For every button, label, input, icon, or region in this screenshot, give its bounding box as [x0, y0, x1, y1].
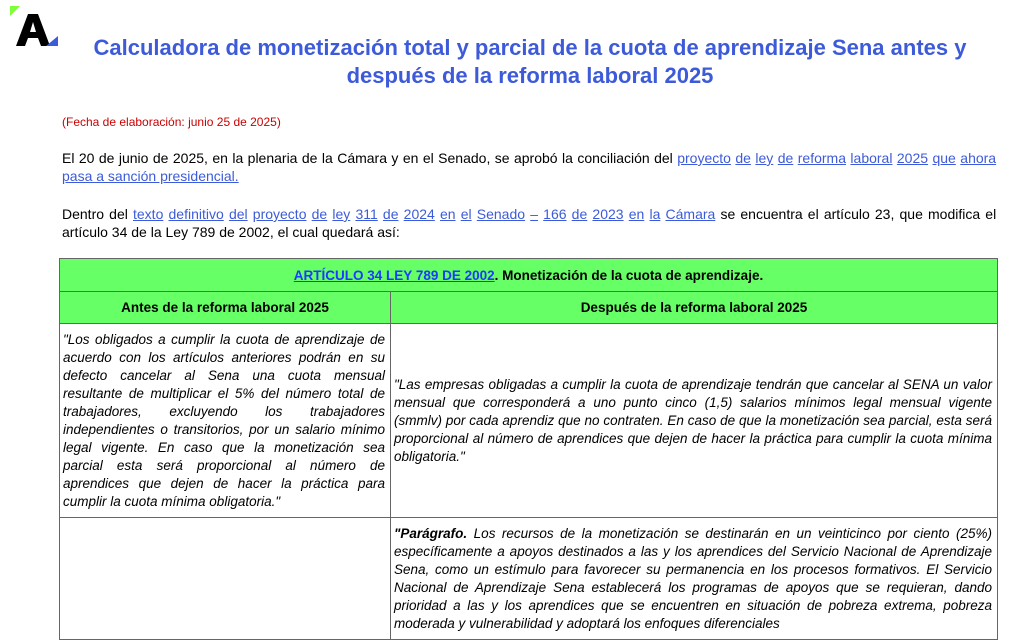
- article-title: . Monetización de la cuota de aprendizaje.: [494, 267, 764, 283]
- column-before-header: Antes de la reforma laboral 2025: [60, 292, 391, 324]
- second-link-5[interactable]: ley: [332, 206, 351, 222]
- link-ley[interactable]: ley: [755, 150, 774, 166]
- link-de[interactable]: de: [735, 150, 751, 166]
- empty-before-cell: [60, 518, 391, 640]
- second-link-8[interactable]: 2024: [403, 206, 435, 222]
- link-sancion[interactable]: ahora pasa a sanción presidencial.: [62, 150, 997, 184]
- second-link-6[interactable]: 311: [355, 206, 378, 222]
- logo-icon: [10, 6, 60, 54]
- paragraph-text: Los recursos de la monetización se destinarán en un veinticinco por ciento (25%) específicamente a apoyos destinados a las y los aprendices del Servicio Nacional de Aprendizaje Sena, como un estímulo para favorecer su permanencia en los procesos formativos. El Servicio Nacional de Aprendizaje Sena establecerá los programas de apoyos que se requieran, dando prioridad a las y los aprendices que se encuentren en situación de pobreza extrema, pobreza moderada y vulnerabilidad y adoptará los enfoques diferenciales: [394, 526, 992, 631]
- second-link-1[interactable]: definitivo: [168, 206, 224, 222]
- law-comparison-table: [59, 258, 998, 640]
- second-link-18[interactable]: Cámara: [665, 206, 716, 222]
- link-2025[interactable]: 2025: [896, 150, 929, 166]
- site-logo[interactable]: [10, 6, 60, 54]
- second-link-9[interactable]: en: [439, 206, 456, 222]
- second-link-11[interactable]: Senado: [476, 206, 526, 222]
- article-link[interactable]: ARTÍCULO 34 LEY 789 DE 2002: [293, 267, 495, 283]
- page-title: Calculadora de monetización total y parcial de la cuota de aprendizaje Sena antes y después de la reforma laboral 2025: [93, 35, 967, 88]
- second-link-15[interactable]: 2023: [592, 206, 624, 222]
- second-link-10[interactable]: el: [460, 206, 472, 222]
- link-laboral[interactable]: laboral: [850, 150, 893, 166]
- second-link-17[interactable]: la: [649, 206, 661, 222]
- second-link-2[interactable]: del: [228, 206, 248, 222]
- link-proyecto[interactable]: proyecto: [677, 150, 731, 166]
- table-header: [60, 259, 998, 292]
- second-link-0[interactable]: texto: [133, 206, 164, 222]
- column-after-header: Después de la reforma laboral 2025: [391, 292, 998, 324]
- second-link-14[interactable]: de: [571, 206, 588, 222]
- paragraph-cell: [391, 518, 998, 640]
- second-paragraph: [62, 205, 996, 241]
- second-link-16[interactable]: en: [628, 206, 645, 222]
- intro-paragraph: [62, 149, 996, 185]
- after-text-cell: "Las empresas obligadas a cumplir la cuota de aprendizaje tendrán que cancelar al SENA un valor mensual que corresponderá a uno punto cinco (1,5) salarios mínimos legal mensual vigente (smmlv) por cada aprendiz que no contraten. En caso de que la monetización sea parcial, esta será proporcional al número de aprendices que dejen de hacer la práctica para cumplir la cuota mínima obligatoria.": [391, 324, 998, 518]
- paragraph-label: "Parágrafo.: [394, 526, 468, 541]
- second-link-13[interactable]: 166: [543, 206, 567, 222]
- link-reforma[interactable]: reforma: [797, 150, 846, 166]
- second-link-3[interactable]: proyecto: [252, 206, 307, 222]
- second-suffix: se encuentra el artículo 23, que modifica el artículo 34 de la Ley 789 de 2002, el cual quedará así:: [62, 206, 997, 240]
- second-link-4[interactable]: de: [311, 206, 328, 222]
- before-text-cell: "Los obligados a cumplir la cuota de aprendizaje de acuerdo con los artículos anteriores podrán en su defecto cancelar al Sena una cuota mensual resultante de multiplicar el 5% del número total de trabajadores, excluyendo los trabajadores independientes o transitorios, por un salario mínimo legal vigente. En caso que la monetización sea parcial esta será proporcional al número de aprendices que dejen de hacer la práctica para cumplir la cuota mínima obligatoria.": [60, 324, 391, 518]
- link-de-2[interactable]: de: [777, 150, 794, 166]
- intro-text: El 20 de junio de 2025, en la plenaria de la Cámara y en el Senado, se aprobó la conciliación del: [62, 150, 678, 166]
- second-prefix: Dentro del: [62, 206, 133, 222]
- elaboration-date: (Fecha de elaboración: junio 25 de 2025): [62, 115, 281, 129]
- second-link-12[interactable]: –: [530, 206, 538, 222]
- second-link-7[interactable]: de: [382, 206, 399, 222]
- link-que[interactable]: que: [932, 150, 956, 166]
